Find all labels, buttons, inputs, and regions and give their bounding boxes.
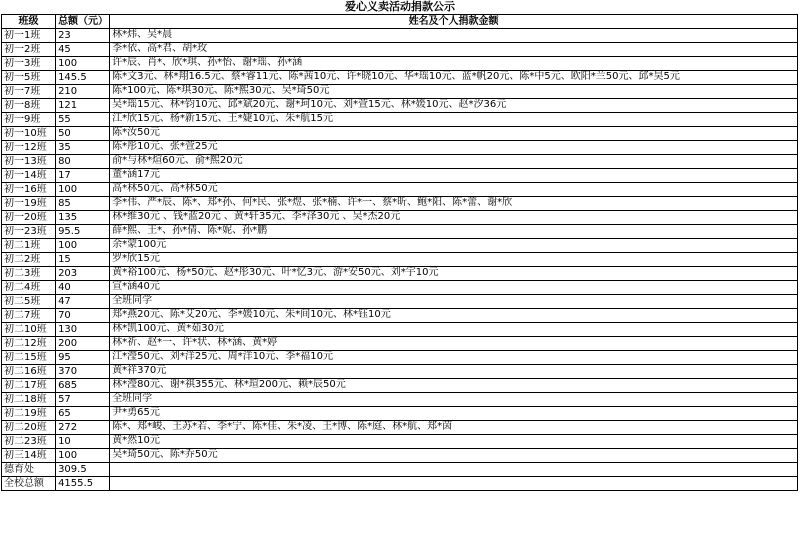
total-cell[interactable]: 100	[56, 57, 110, 71]
donor-cell[interactable]	[110, 281, 798, 295]
class-cell[interactable]: 初二5班	[2, 295, 56, 309]
donor-cell[interactable]	[110, 379, 798, 393]
table-body	[2, 29, 798, 491]
table-row	[2, 449, 798, 463]
total-cell[interactable]: 80	[56, 155, 110, 169]
class-cell[interactable]: 初二1班	[2, 239, 56, 253]
donor-cell[interactable]	[110, 267, 798, 281]
donor-line: 陈*、郑*峻、王苏*若、李*宁、陈*佳、朱*凌、王*博、陈*庭、林*航、郑*茵	[112, 421, 453, 432]
donor-cell[interactable]	[110, 463, 798, 477]
table-row	[2, 99, 798, 113]
donor-cell[interactable]	[110, 169, 798, 183]
class-cell[interactable]: 全校总额	[2, 477, 56, 491]
total-cell[interactable]: 4155.5	[56, 477, 110, 491]
donor-cell[interactable]	[110, 393, 798, 407]
table-row	[2, 85, 798, 99]
table-row	[2, 337, 798, 351]
donor-line: 全班同学	[112, 393, 153, 404]
total-cell[interactable]: 40	[56, 281, 110, 295]
class-cell[interactable]: 德育处	[2, 463, 56, 477]
table-row	[2, 197, 798, 211]
total-cell[interactable]: 100	[56, 239, 110, 253]
donor-line: 高*林50元、高*林50元	[112, 183, 218, 194]
donor-cell[interactable]	[110, 71, 798, 85]
donor-line: 全班同学	[112, 295, 153, 306]
donor-cell[interactable]	[110, 99, 798, 113]
table-row	[2, 113, 798, 127]
donor-line: 陈*汝50元	[112, 127, 160, 138]
total-cell[interactable]: 203	[56, 267, 110, 281]
total-cell[interactable]: 370	[56, 365, 110, 379]
total-cell[interactable]: 272	[56, 421, 110, 435]
class-cell[interactable]: 初二4班	[2, 281, 56, 295]
table-row	[2, 57, 798, 71]
table-row	[2, 421, 798, 435]
donor-cell[interactable]	[110, 449, 798, 463]
donor-cell[interactable]	[110, 365, 798, 379]
total-cell[interactable]: 47	[56, 295, 110, 309]
class-cell[interactable]: 初二3班	[2, 267, 56, 281]
table-row	[2, 155, 798, 169]
class-cell[interactable]: 初二17班	[2, 379, 56, 393]
class-cell[interactable]: 初二15班	[2, 351, 56, 365]
table-row	[2, 239, 798, 253]
header-names[interactable]: 姓名及个人捐款金额	[110, 15, 798, 29]
donor-line: 陈*文3元、林*翔16.5元、蔡*睿11元、陈*茜10元、许*晓10元、华*瑶10元、蓝*帆20元、陈*中5元、欧阳*兰50元、邱*昊5元	[112, 71, 680, 82]
total-cell[interactable]: 70	[56, 309, 110, 323]
class-cell[interactable]: 初三14班	[2, 449, 56, 463]
total-cell[interactable]: 200	[56, 337, 110, 351]
donor-line: 林*祈、赵*一、许*状、林*涵、黄*婷	[112, 337, 278, 348]
class-cell[interactable]: 初一1班	[2, 29, 56, 43]
donor-line: 李*依、高*君、胡*玫	[112, 43, 208, 54]
class-cell[interactable]: 初一19班	[2, 197, 56, 211]
donor-line: 黄*然10元	[112, 435, 160, 446]
class-cell[interactable]: 初二18班	[2, 393, 56, 407]
total-cell[interactable]: 57	[56, 393, 110, 407]
total-cell[interactable]: 85	[56, 197, 110, 211]
table-row	[2, 141, 798, 155]
total-cell[interactable]: 10	[56, 435, 110, 449]
class-cell[interactable]: 初一13班	[2, 155, 56, 169]
donor-line: 吴*琦50元、陈*乔50元	[112, 449, 218, 460]
class-cell[interactable]: 初一20班	[2, 211, 56, 225]
table-row	[2, 71, 798, 85]
total-cell[interactable]: 685	[56, 379, 110, 393]
donor-cell[interactable]	[110, 477, 798, 491]
total-cell[interactable]: 17	[56, 169, 110, 183]
donor-cell[interactable]	[110, 435, 798, 449]
table-row	[2, 379, 798, 393]
donor-cell[interactable]	[110, 351, 798, 365]
donor-cell[interactable]	[110, 85, 798, 99]
table-row	[2, 211, 798, 225]
donor-cell[interactable]	[110, 323, 798, 337]
table-row	[2, 365, 798, 379]
donor-cell[interactable]	[110, 113, 798, 127]
total-cell[interactable]: 100	[56, 183, 110, 197]
class-cell[interactable]: 初一2班	[2, 43, 56, 57]
table-row	[2, 309, 798, 323]
donor-line: 宣*涵40元	[112, 281, 160, 292]
donor-line: 吴*瑶15元、林*钧10元、邱*斌20元、谢*珂10元、刘*萱15元、林*媛10元、赵*汐36元	[112, 99, 507, 110]
total-cell[interactable]: 55	[56, 113, 110, 127]
donor-line: 李*伟、严*辰、陈*、郑*孙、何*民、张*煜、张*楠、许*一、蔡*昕、鲍*阳、陈*蕾、谢*欣	[112, 197, 513, 208]
table-row	[2, 477, 798, 491]
donor-cell[interactable]	[110, 211, 798, 225]
class-cell[interactable]: 初一7班	[2, 85, 56, 99]
class-cell[interactable]: 初二19班	[2, 407, 56, 421]
table-row	[2, 281, 798, 295]
total-cell[interactable]: 135	[56, 211, 110, 225]
total-cell[interactable]: 130	[56, 323, 110, 337]
donor-cell[interactable]	[110, 141, 798, 155]
donor-line: 董*涵17元	[112, 169, 160, 180]
total-cell[interactable]: 95.5	[56, 225, 110, 239]
donor-line: 陈*100元、陈*琪30元、陈*熙30元、吴*琦50元	[112, 85, 330, 96]
donor-cell[interactable]	[110, 183, 798, 197]
donor-line: 江*欣15元、杨*新15元、王*婕10元、朱*航15元	[112, 113, 334, 124]
class-cell[interactable]: 初一9班	[2, 113, 56, 127]
table-row	[2, 43, 798, 57]
header-class[interactable]: 班级	[2, 15, 56, 29]
class-cell[interactable]: 初一14班	[2, 169, 56, 183]
donor-cell[interactable]	[110, 309, 798, 323]
class-cell[interactable]: 初二16班	[2, 365, 56, 379]
total-cell[interactable]: 95	[56, 351, 110, 365]
donor-line: 林*凯100元、黄*茹30元	[112, 323, 224, 334]
donor-line: 林*维30元 、钱*蓝20元 、黄*轩35元、李*泽30元 、吴*杰20元	[112, 211, 401, 222]
total-cell[interactable]: 100	[56, 449, 110, 463]
table-row	[2, 295, 798, 309]
donor-line: 尹*勇65元	[112, 407, 160, 418]
class-cell[interactable]: 初二20班	[2, 421, 56, 435]
header-total[interactable]: 总额（元）	[56, 15, 110, 29]
donor-cell[interactable]	[110, 407, 798, 421]
class-cell[interactable]: 初二12班	[2, 337, 56, 351]
total-cell[interactable]: 23	[56, 29, 110, 43]
class-cell[interactable]: 初一16班	[2, 183, 56, 197]
donor-line: 林*瀅80元、谢*祺355元、林*瑄200元、赖*辰50元	[112, 379, 346, 390]
table-row	[2, 435, 798, 449]
donor-cell[interactable]	[110, 29, 798, 43]
class-cell[interactable]: 初一3班	[2, 57, 56, 71]
table-row	[2, 253, 798, 267]
total-cell[interactable]: 35	[56, 141, 110, 155]
table-row	[2, 29, 798, 43]
total-cell[interactable]: 45	[56, 43, 110, 57]
table-row	[2, 183, 798, 197]
total-cell[interactable]: 145.5	[56, 71, 110, 85]
donor-line	[112, 477, 795, 490]
donor-cell[interactable]	[110, 127, 798, 141]
donor-cell[interactable]	[110, 421, 798, 435]
donor-cell[interactable]	[110, 197, 798, 211]
total-cell[interactable]: 15	[56, 253, 110, 267]
class-cell[interactable]: 初一12班	[2, 141, 56, 155]
donor-line: 薛*熙、王*、孙*倩、陈*妮、孙*鹏	[112, 225, 268, 236]
class-cell[interactable]: 初二10班	[2, 323, 56, 337]
donor-cell[interactable]	[110, 295, 798, 309]
table-row	[2, 351, 798, 365]
table-row	[2, 169, 798, 183]
class-cell[interactable]: 初二23班	[2, 435, 56, 449]
donation-table	[1, 14, 798, 491]
table-row	[2, 127, 798, 141]
table-row	[2, 407, 798, 421]
page-title: 爱心义卖活动捐款公示	[345, 0, 455, 13]
class-cell[interactable]: 初一23班	[2, 225, 56, 239]
table-row	[2, 225, 798, 239]
donor-cell[interactable]	[110, 43, 798, 57]
donor-cell[interactable]	[110, 155, 798, 169]
donor-line: 黄*裕100元、杨*50元、赵*彤30元、叶*忆3元、游*安50元、刘*宇10元	[112, 267, 439, 278]
donor-line: 黄*祥370元	[112, 365, 167, 376]
class-cell[interactable]: 初一5班	[2, 71, 56, 85]
total-cell[interactable]: 309.5	[56, 463, 110, 477]
table-row	[2, 393, 798, 407]
class-cell[interactable]: 初二2班	[2, 253, 56, 267]
donor-line: 林*炜、吴*晨	[112, 29, 173, 40]
donor-line: 郑*燕20元、陈*艾20元、李*媛10元、朱*间10元、林*钰10元	[112, 309, 391, 320]
class-cell[interactable]: 初二7班	[2, 309, 56, 323]
class-cell[interactable]: 初一8班	[2, 99, 56, 113]
donor-line: 余*蒙100元	[112, 239, 167, 250]
donor-cell[interactable]	[110, 337, 798, 351]
total-cell[interactable]: 210	[56, 85, 110, 99]
table-row	[2, 323, 798, 337]
total-cell[interactable]: 50	[56, 127, 110, 141]
donor-line: 江*瀅50元、刘*洋25元、周*洋10元、李*福10元	[112, 351, 334, 362]
table-row	[2, 463, 798, 477]
donor-line: 罗*欣15元	[112, 253, 160, 264]
donor-cell[interactable]	[110, 57, 798, 71]
donor-cell[interactable]	[110, 239, 798, 253]
class-cell[interactable]: 初一10班	[2, 127, 56, 141]
table-row	[2, 267, 798, 281]
header-row	[2, 15, 798, 29]
total-cell[interactable]: 65	[56, 407, 110, 421]
donor-cell[interactable]	[110, 253, 798, 267]
donor-cell[interactable]	[110, 225, 798, 239]
donor-line: 俞*与林*煊60元、俞*熙20元	[112, 155, 243, 166]
donor-line: 陈*彤10元、张*萱25元	[112, 141, 218, 152]
donor-line: 许*辰、肖*、欣*琪、孙*怡、谢*瑶、孙*涵	[112, 57, 303, 68]
donor-line	[112, 463, 795, 476]
total-cell[interactable]: 121	[56, 99, 110, 113]
